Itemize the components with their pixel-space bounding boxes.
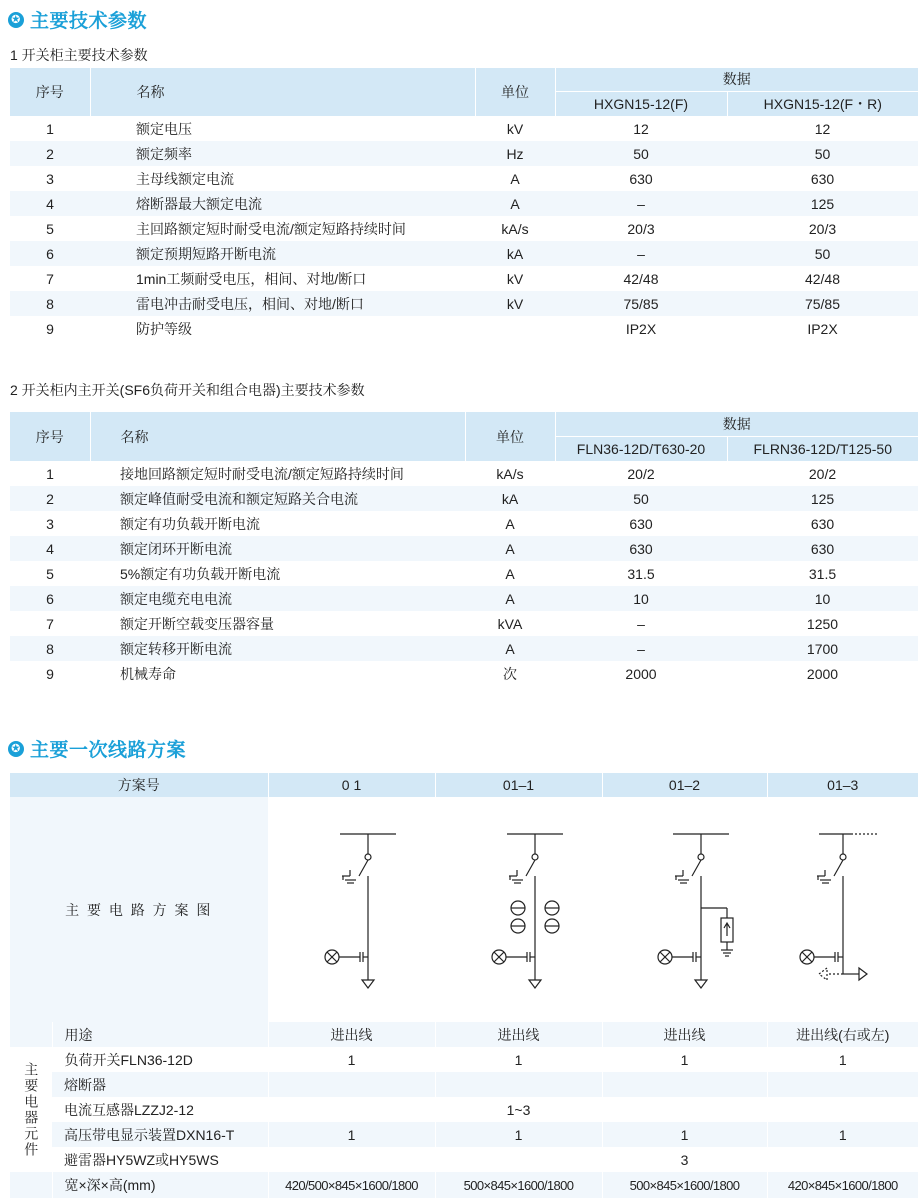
table-row: 6 额定预期短路开断电流 kA – 50 (10, 241, 918, 266)
component-group-label: 主要电器元件 (10, 1047, 52, 1172)
header-col-a: HXGN15-12(F) (555, 91, 727, 116)
star-badge-icon: ✪ (8, 12, 24, 28)
header-name: 名称 (90, 412, 465, 461)
component-row: 主要电器元件 负荷开关FLN36-12D 1 1 1 1 (10, 1047, 918, 1072)
table-row: 8 额定转移开断电流 A – 1700 (10, 636, 918, 661)
table-row: 9 防护等级 IP2X IP2X (46, 320, 838, 337)
header-name: 名称 (90, 68, 475, 116)
circuit-diagram-01-3 (767, 797, 918, 1022)
section-title-text: 主要一次线路方案 (30, 740, 187, 761)
header-col-b: FLRN36-12D/T125-50 (727, 436, 918, 461)
circuit-diagram-01-2-svg (625, 820, 745, 1000)
table1-caption: 1 开关柜主要技术参数 (10, 47, 148, 63)
circuit-diagram-01-3-svg (783, 820, 903, 1000)
scheme-01-1: 01–1 (435, 773, 602, 797)
usage-label: 用途 (52, 1022, 268, 1047)
circuit-diagram-01-1-svg (459, 820, 579, 1000)
table-row: 3 主母线额定电流 A 630 630 (46, 170, 835, 187)
section-title-circuit-schemes (8, 735, 186, 762)
table-row: 3 额定有功负载开断电流 A 630 630 (46, 515, 835, 532)
section-title-technical-params (8, 6, 147, 33)
scheme-label: 方案号 (10, 773, 268, 797)
header-col-b: HXGN15-12(F・R) (727, 91, 918, 116)
header-unit: 单位 (475, 68, 555, 116)
component-row: 电流互感器LZZJ2-12 1~3 (10, 1097, 918, 1122)
scheme-header-row (10, 773, 918, 797)
scheme-01-2: 01–2 (602, 773, 767, 797)
table-circuit-schemes (10, 773, 918, 1198)
table-row: 8 雷电冲击耐受电压，相间、对地/断口 kV 75/85 75/85 (10, 291, 918, 316)
header-no: 序号 (10, 68, 90, 116)
component-row: 避雷器HY5WZ或HY5WS 3 (10, 1147, 918, 1172)
header-no: 序号 (10, 412, 90, 461)
diagram-label: 主 要 电 路 方 案 图 (10, 797, 268, 1022)
table-row: 4 额定闭环开断电流 A 630 630 (10, 536, 918, 561)
table-switchgear-params (10, 68, 918, 341)
scheme-01: 0 1 (268, 773, 435, 797)
table-row: 4 熔断器最大额定电流 A – 125 (10, 191, 918, 216)
star-badge-icon: ✪ (8, 741, 24, 757)
table-main-switch-params (10, 412, 918, 686)
diagram-row (10, 797, 918, 1022)
component-row: 熔断器 (10, 1072, 918, 1097)
table-row: 9 机械寿命 次 2000 2000 (46, 665, 839, 682)
header-data: 数据 (555, 68, 918, 91)
header-col-a: FLN36-12D/T630-20 (555, 436, 727, 461)
circuit-diagram-01-svg (292, 820, 412, 1000)
size-row: 宽×深×高(mm) 420/500×845×1600/1800 500×845×1600/1800 500×845×1600/1800 420×845×1600/1800 (10, 1172, 918, 1198)
component-row: 高压带电显示装置DXN16-T 1 1 1 1 (10, 1122, 918, 1147)
table2-caption: 2 开关柜内主开关(SF6负荷开关和组合电器)主要技术参数 (10, 382, 365, 398)
table-row: 1 额定电压 kV 12 12 (46, 120, 831, 137)
circuit-diagram-01 (268, 797, 435, 1022)
header-unit: 单位 (465, 412, 555, 461)
table-row: 1 接地回路额定短时耐受电流/额定短路持续时间 kA/s 20/2 20/2 (46, 465, 837, 482)
circuit-diagram-01-2 (602, 797, 767, 1022)
table-row: 2 额定频率 Hz 50 50 (10, 141, 918, 166)
header-data: 数据 (555, 412, 918, 436)
table-row: 2 额定峰值耐受电流和额定短路关合电流 kA 50 125 (10, 486, 918, 511)
table-row: 5 5%额定有功负载开断电流 A 31.5 31.5 (46, 565, 837, 582)
size-label: 宽×深×高(mm) (52, 1172, 268, 1198)
table-row: 5 主回路额定短时耐受电流/额定短路持续时间 kA/s 20/3 20/3 (46, 220, 837, 237)
table-row: 7 额定开断空载变压器容量 kVA – 1250 (46, 615, 839, 632)
scheme-01-3: 01–3 (767, 773, 918, 797)
circuit-diagram-01-1 (435, 797, 602, 1022)
table-row: 6 额定电缆充电电流 A 10 10 (10, 586, 918, 611)
usage-row: 用途 进出线 进出线 进出线 进出线(右或左) (10, 1022, 918, 1047)
table-row: 7 1min工频耐受电压，相间、对地/断口 kV 42/48 42/48 (46, 270, 841, 287)
section-title-text: 主要技术参数 (30, 11, 148, 32)
